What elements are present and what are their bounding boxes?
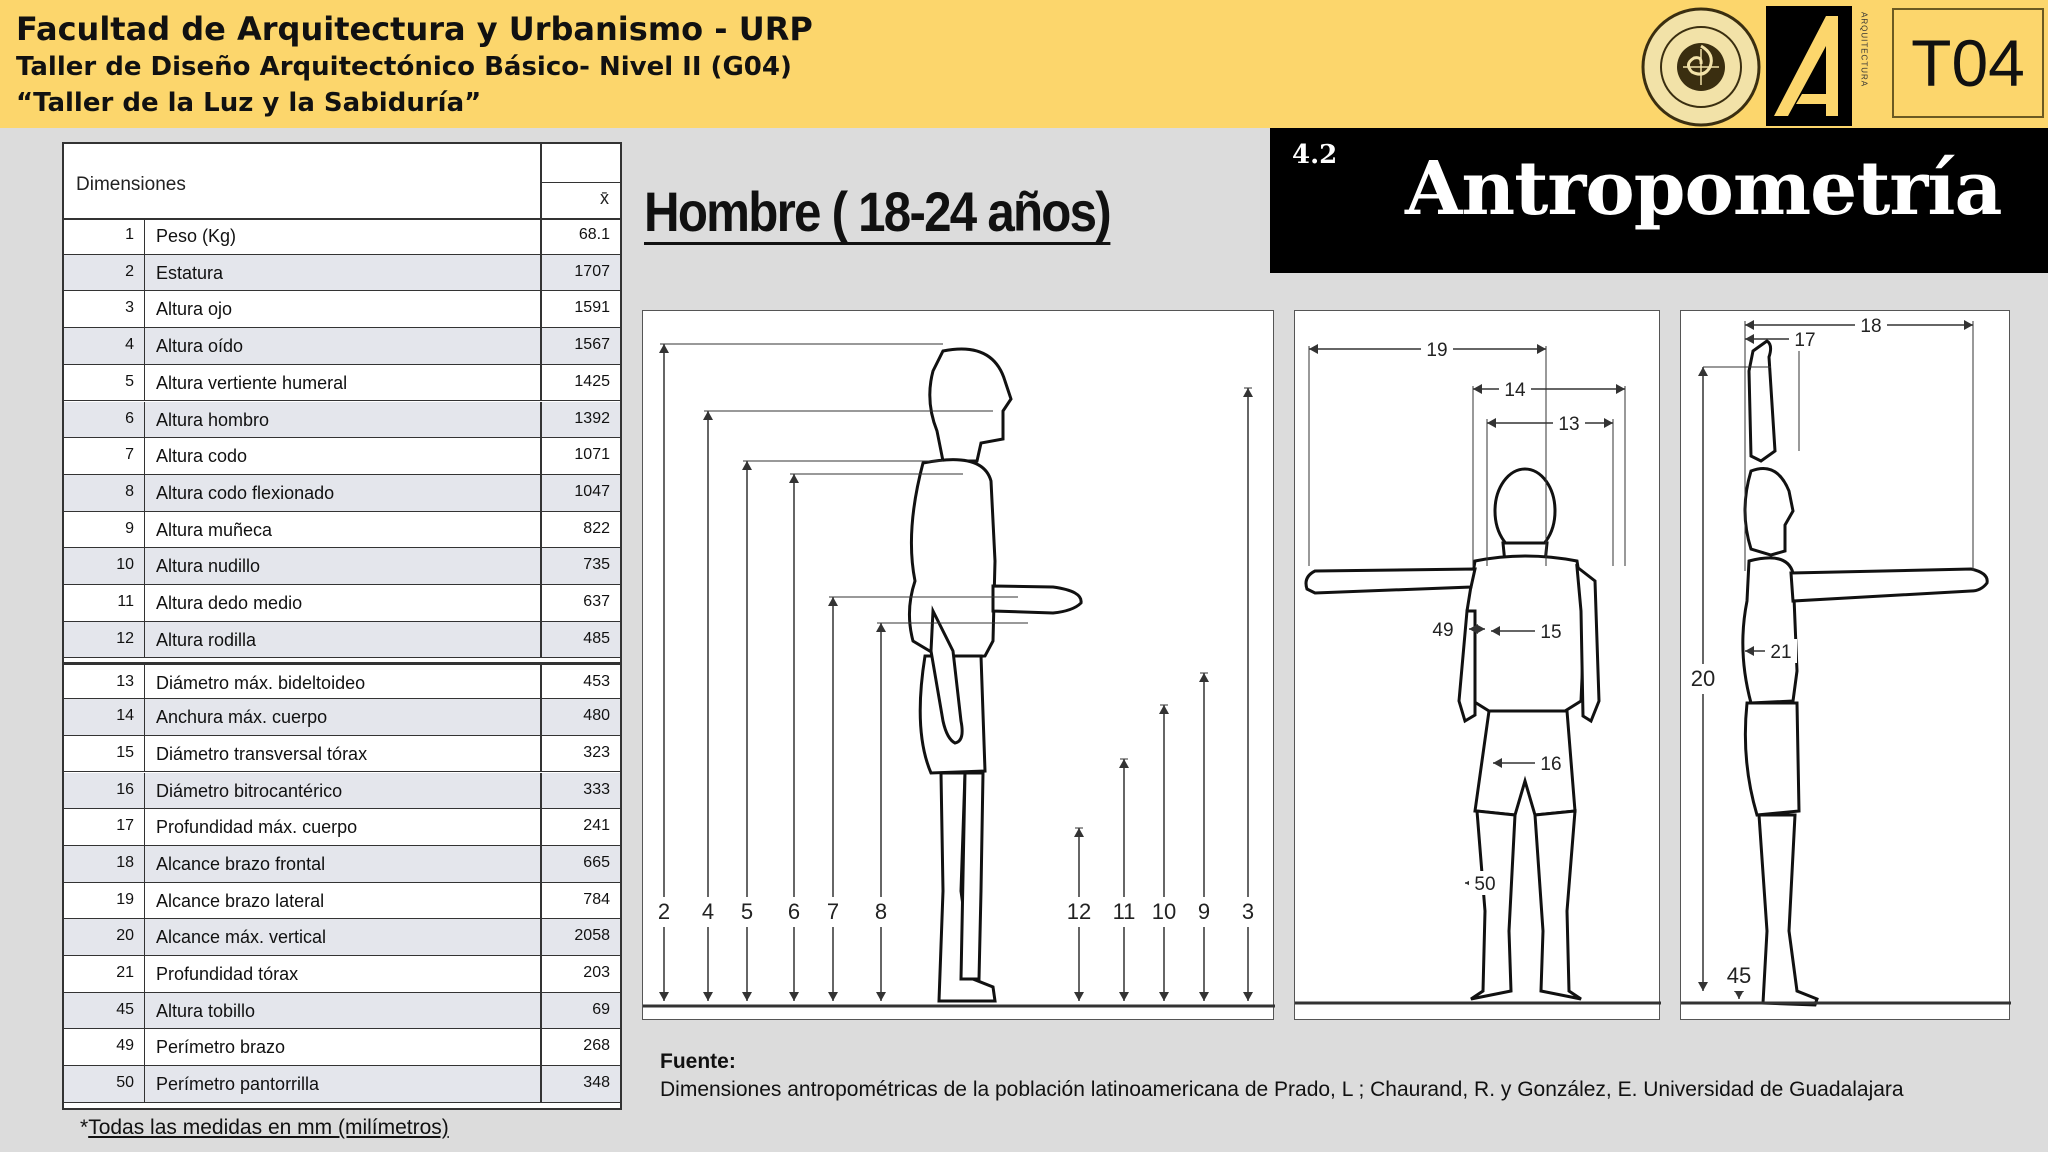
table-divider [144, 402, 145, 438]
reach-dimension [1689, 367, 1717, 991]
table-divider [144, 809, 145, 845]
table-header [64, 144, 620, 220]
dimension-label: 49 [1432, 620, 1454, 641]
row-label: Altura oído [156, 336, 244, 357]
table-row [64, 291, 620, 328]
table-row [64, 512, 620, 549]
table-row [64, 1029, 620, 1066]
side-dimension [819, 597, 847, 1001]
row-label: Altura muñeca [156, 519, 273, 540]
row-value: 2058 [574, 927, 610, 945]
table-divider [144, 883, 145, 919]
row-label: Perímetro brazo [156, 1037, 286, 1058]
table-divider [144, 699, 145, 735]
row-value: 784 [583, 890, 610, 908]
table-row [64, 218, 620, 255]
dimension-label: 18 [1860, 316, 1882, 337]
table-row [64, 402, 620, 439]
dimension-label: 45 [1726, 963, 1752, 988]
table-divider [144, 548, 145, 584]
side-dimension [694, 411, 722, 1001]
row-value: 69 [592, 1000, 610, 1018]
row-label: Profundidad máx. cuerpo [156, 817, 358, 838]
table-row [64, 956, 620, 993]
row-number: 18 [116, 853, 134, 871]
table-divider [144, 438, 145, 474]
front-dimension [1487, 411, 1613, 435]
table-divider [144, 846, 145, 882]
row-number: 15 [116, 743, 134, 761]
row-label: Altura vertiente humeral [156, 372, 348, 393]
table-divider [144, 291, 145, 327]
row-value: 333 [583, 780, 610, 798]
row-number: 20 [116, 927, 134, 945]
side-dimension [650, 344, 678, 1001]
row-number: 21 [116, 964, 134, 981]
table-divider [144, 365, 145, 401]
side-view-dimensions [643, 311, 1275, 1021]
dimension-label: 14 [1504, 380, 1526, 401]
table-divider [144, 993, 145, 1029]
row-value: 1425 [574, 372, 610, 390]
row-label: Altura ojo [156, 299, 233, 320]
table-row [64, 993, 620, 1030]
row-label: Estatura [156, 262, 224, 283]
section-subtitle: Hombre ( 18-24 años) [644, 180, 1110, 243]
dimension-label: 20 [1690, 666, 1716, 691]
front-dimension [1493, 751, 1567, 775]
dimension-label: 4 [701, 899, 715, 924]
units-footnote [80, 1116, 449, 1140]
row-number: 14 [116, 707, 134, 725]
row-value: 68.1 [578, 226, 610, 243]
section-title-block [1270, 128, 2048, 273]
row-number: 49 [116, 1037, 134, 1055]
dimension-label: 16 [1540, 754, 1562, 775]
table-row [64, 365, 620, 402]
row-label: Altura codo [156, 446, 248, 467]
row-label: Perímetro pantorrilla [156, 1074, 320, 1095]
row-value: 1392 [574, 409, 610, 427]
row-label: Alcance brazo lateral [156, 890, 325, 911]
row-value: 480 [583, 707, 610, 725]
row-number: 6 [125, 409, 134, 427]
row-label: Diámetro máx. bideltoideo [156, 673, 366, 694]
row-number: 12 [116, 629, 134, 647]
table-divider [144, 622, 145, 658]
row-number: 45 [116, 1000, 134, 1018]
architecture-faculty-logo [1766, 6, 1874, 126]
row-number: 11 [117, 593, 134, 610]
table-row [64, 475, 620, 512]
table-row [64, 883, 620, 920]
row-number: 50 [116, 1074, 134, 1092]
dimension-label: 9 [1197, 899, 1211, 924]
workshop-title: “Taller de la Luz y la Sabiduría” [16, 88, 482, 118]
reach-dimension [1745, 313, 1973, 337]
side-view-figure [642, 310, 1274, 1020]
row-value: 453 [583, 673, 610, 691]
table-divider [144, 512, 145, 548]
row-label: Alcance máx. vertical [156, 927, 327, 948]
table-row [64, 846, 620, 883]
dimension-label: 21 [1770, 642, 1792, 663]
row-value: 268 [583, 1037, 610, 1055]
table-row [64, 773, 620, 810]
row-value: 1707 [574, 262, 610, 280]
table-header-label: Dimensiones [76, 174, 186, 195]
reach-view-figure [1680, 310, 2010, 1020]
side-dimension [867, 623, 895, 1001]
reach-dimension [1745, 639, 1797, 663]
section-title: Antropometría [1405, 146, 2002, 232]
course-title: Taller de Diseño Arquitectónico Básico- Nivel II (G04) [16, 52, 792, 82]
course-code-badge: T04 [1892, 8, 2044, 118]
table-divider [144, 956, 145, 992]
row-number: 17 [116, 817, 134, 835]
reach-dimension [1725, 961, 1753, 999]
row-number: 3 [125, 299, 134, 317]
dimension-label: 13 [1558, 414, 1580, 435]
source-label: Fuente: [660, 1050, 736, 1073]
front-dimension [1491, 619, 1567, 643]
row-number: 10 [116, 556, 134, 574]
row-label: Altura codo flexionado [156, 482, 335, 503]
row-value: 822 [583, 519, 610, 537]
table-row [64, 328, 620, 365]
dimension-label: 7 [826, 899, 840, 924]
row-number: 19 [116, 890, 134, 908]
university-seal-logo [1640, 6, 1762, 128]
side-dimension [1110, 759, 1138, 1001]
table-row [64, 622, 620, 659]
table-divider [144, 475, 145, 511]
row-label: Peso (Kg) [156, 226, 237, 246]
front-dimension [1465, 871, 1501, 895]
header-bar [0, 0, 2048, 128]
svg-text:ARQUITECTURA: ARQUITECTURA [1859, 12, 1869, 88]
table-divider [542, 182, 620, 183]
row-value: 1567 [574, 336, 610, 354]
table-row [64, 585, 620, 622]
dimension-label: 19 [1426, 340, 1448, 361]
row-value: 348 [583, 1074, 610, 1092]
row-number: 8 [125, 482, 134, 500]
row-value: 665 [583, 853, 610, 871]
front-view-dimensions [1295, 311, 1661, 1021]
row-label: Altura dedo medio [156, 593, 303, 613]
front-dimension [1427, 617, 1485, 641]
reach-dimension [1745, 327, 1821, 351]
table-divider [144, 218, 145, 254]
source-citation [660, 1048, 1960, 1104]
dimension-label: 12 [1066, 899, 1092, 924]
row-number: 5 [125, 372, 134, 390]
table-divider [540, 144, 542, 218]
row-label: Altura hombro [156, 409, 270, 430]
table-row [64, 438, 620, 475]
row-label: Profundidad tórax [156, 964, 299, 984]
dimension-label: 2 [657, 899, 671, 924]
row-value: 1047 [574, 482, 610, 500]
row-label: Altura tobillo [156, 1000, 256, 1021]
dimension-label: 11 [1112, 899, 1136, 924]
row-value: 485 [583, 629, 610, 647]
side-dimension [1065, 828, 1093, 1001]
table-divider [144, 1029, 145, 1065]
side-dimension [1190, 673, 1218, 1001]
row-value: 323 [583, 743, 610, 761]
table-divider [144, 585, 145, 621]
row-label: Altura nudillo [156, 556, 261, 577]
row-number: 1 [125, 226, 134, 243]
row-number: 2 [125, 262, 134, 280]
table-divider [144, 919, 145, 955]
row-value: 241 [583, 817, 610, 835]
dimension-label: 8 [874, 899, 888, 924]
table-row [64, 662, 620, 699]
side-dimension [780, 474, 808, 1001]
dimension-label: 15 [1540, 622, 1562, 643]
dimensions-table [62, 142, 622, 1110]
row-label: Diámetro bitrocantérico [156, 780, 343, 801]
table-row [64, 548, 620, 585]
table-divider [144, 255, 145, 291]
table-divider [144, 665, 145, 698]
front-dimension [1473, 377, 1625, 401]
row-number: 9 [125, 519, 134, 537]
table-divider [144, 1066, 145, 1102]
section-number: 4.2 [1292, 140, 1338, 170]
dimension-label: 10 [1151, 899, 1177, 924]
row-value: 1071 [574, 446, 610, 464]
row-value: 1591 [574, 299, 610, 317]
table-row [64, 255, 620, 292]
row-label: Altura rodilla [156, 629, 257, 650]
row-label: Alcance brazo frontal [156, 853, 326, 874]
dimension-label: 3 [1241, 899, 1255, 924]
table-row [64, 919, 620, 956]
row-label: Anchura máx. cuerpo [156, 707, 328, 728]
footnote-text: Todas las medidas en mm (milímetros) [88, 1116, 449, 1139]
table-divider [144, 328, 145, 364]
row-value: 203 [583, 964, 610, 981]
table-row [64, 1066, 620, 1103]
front-view-figure [1294, 310, 1660, 1020]
mean-symbol: x̄ [600, 188, 609, 208]
front-dimension [1309, 337, 1546, 361]
dimension-label: 6 [787, 899, 801, 924]
table-divider [144, 736, 145, 772]
table-row [64, 699, 620, 736]
table-divider [144, 773, 145, 809]
row-value: 735 [583, 556, 610, 574]
table-row [64, 809, 620, 846]
row-label: Diámetro transversal tórax [156, 743, 368, 764]
reach-view-dimensions [1681, 311, 2011, 1021]
row-number: 13 [116, 673, 134, 691]
row-number: 16 [116, 780, 134, 798]
side-dimension [1234, 388, 1262, 1001]
dimension-label: 50 [1474, 874, 1496, 895]
row-number: 4 [125, 336, 134, 354]
dimension-label: 5 [740, 899, 754, 924]
source-text: Dimensiones antropométricas de la población latinoamericana de Prado, L ; Chaurand, R. y González, E. Universidad de Guadalajara [660, 1078, 1904, 1101]
table-row [64, 736, 620, 773]
side-dimension [1150, 705, 1178, 1001]
faculty-title: Facultad de Arquitectura y Urbanismo - URP [16, 10, 813, 48]
dimension-label: 17 [1794, 330, 1816, 351]
footnote-prefix: * [80, 1116, 89, 1139]
side-dimension [733, 461, 761, 1001]
row-number: 7 [125, 446, 134, 464]
row-value: 637 [583, 593, 610, 610]
